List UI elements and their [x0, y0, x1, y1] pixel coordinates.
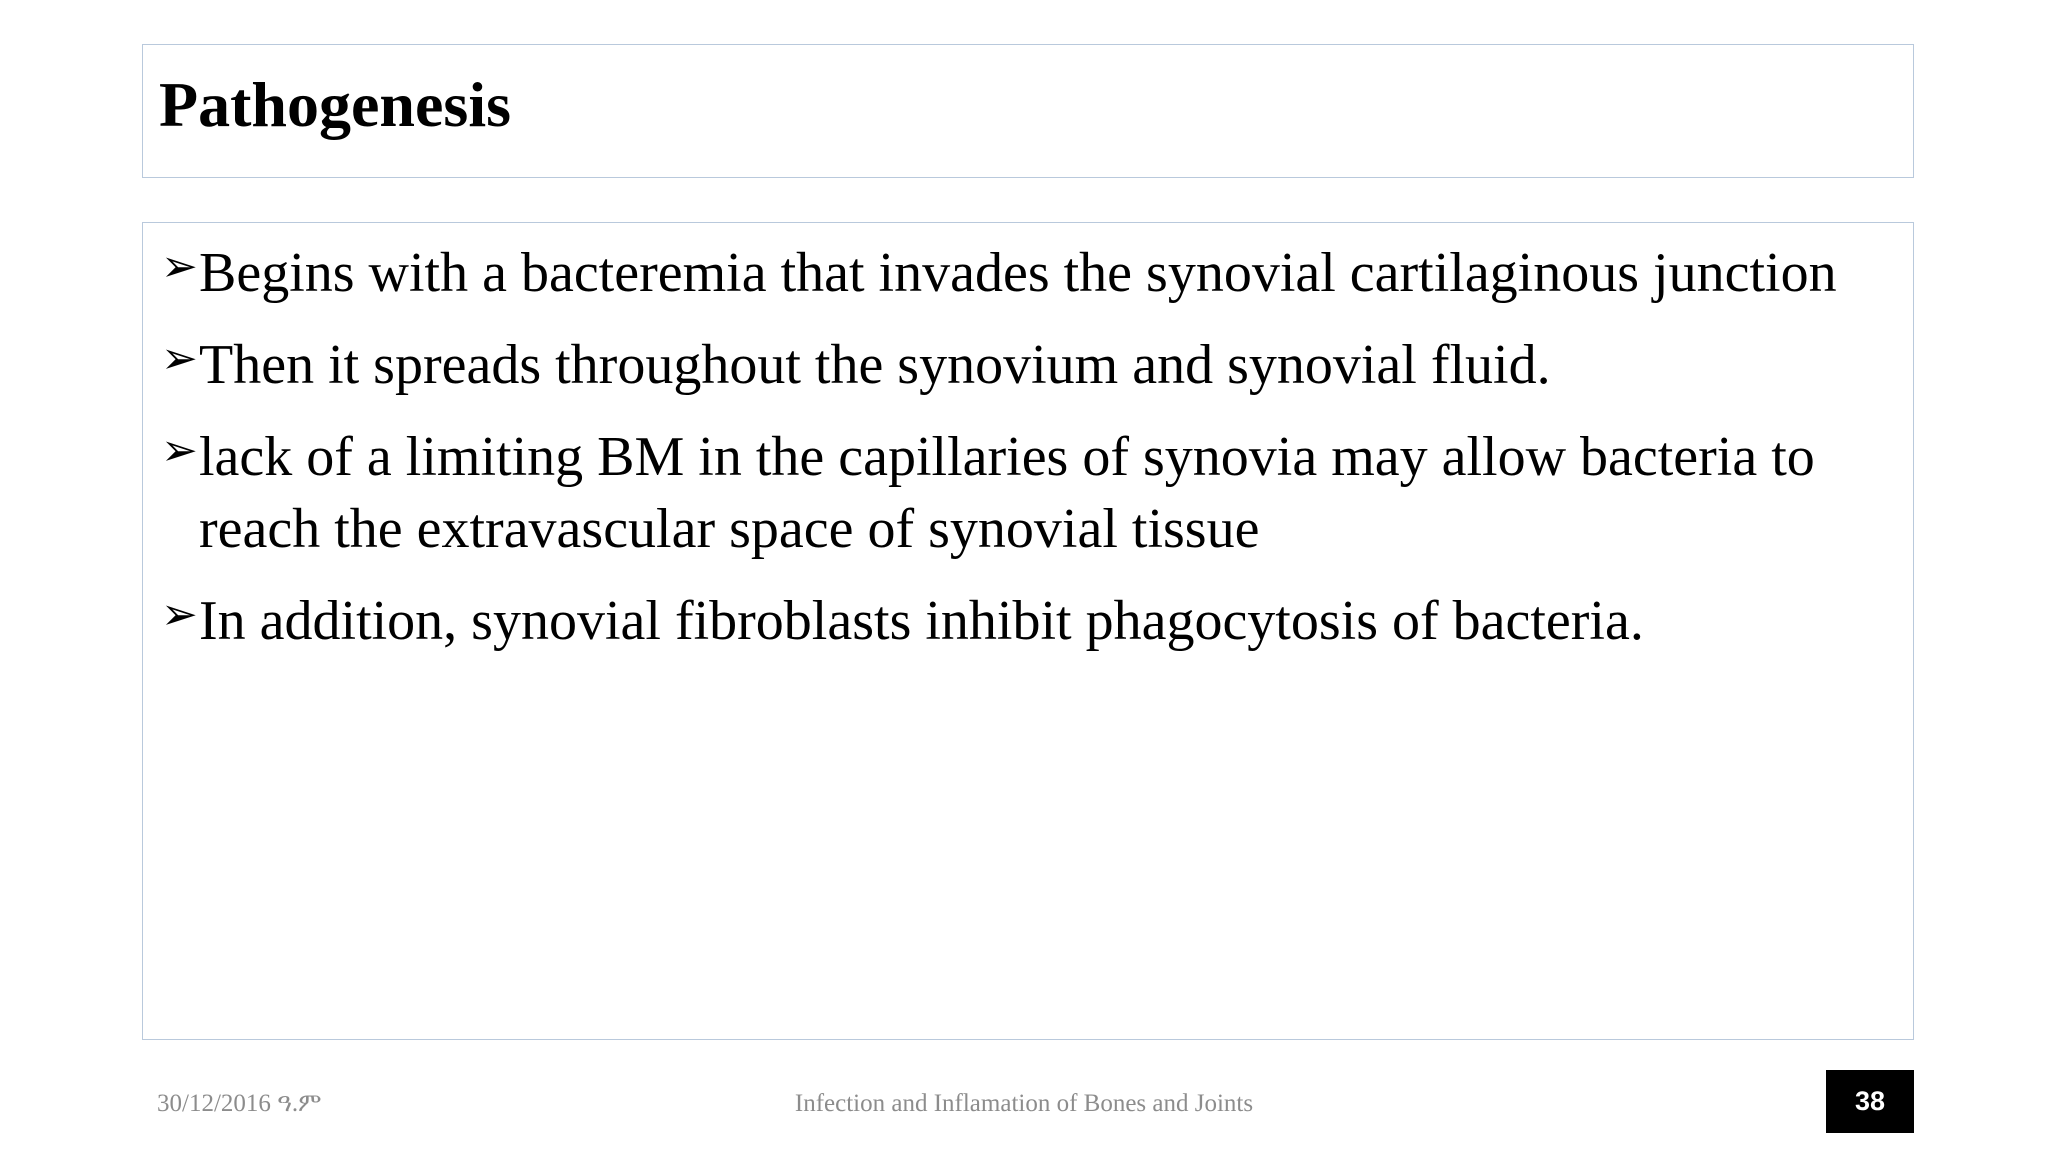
arrow-bullet-icon: ➢ — [161, 333, 198, 384]
bullet-text: lack of a limiting BM in the capillaries of synovia may allow bacteria to reach the extravascular space of synovial tissue — [199, 426, 1815, 560]
bullet-item — [159, 329, 1899, 401]
bullet-item — [159, 585, 1899, 657]
arrow-bullet-icon: ➢ — [161, 425, 198, 476]
slide-title: Pathogenesis — [159, 69, 511, 140]
bullet-text: Then it spreads throughout the synovium and synovial fluid. — [199, 334, 1551, 396]
footer-title: Infection and Inflamation of Bones and Joints — [794, 1090, 1254, 1117]
page-number-badge: 38 — [1826, 1070, 1914, 1133]
arrow-bullet-icon: ➢ — [161, 241, 198, 292]
bullet-text: Begins with a bacteremia that invades the synovial cartilaginous junction — [199, 242, 1837, 304]
bullet-list — [159, 237, 1899, 677]
footer-date: 30/12/2016 ዓ.ም — [157, 1090, 322, 1117]
arrow-bullet-icon: ➢ — [161, 589, 198, 640]
bullet-item — [159, 237, 1899, 309]
title-box — [142, 44, 1914, 178]
bullet-text: In addition, synovial fibroblasts inhibit phagocytosis of bacteria. — [199, 590, 1644, 652]
content-box — [142, 222, 1914, 1040]
bullet-item — [159, 421, 1899, 565]
